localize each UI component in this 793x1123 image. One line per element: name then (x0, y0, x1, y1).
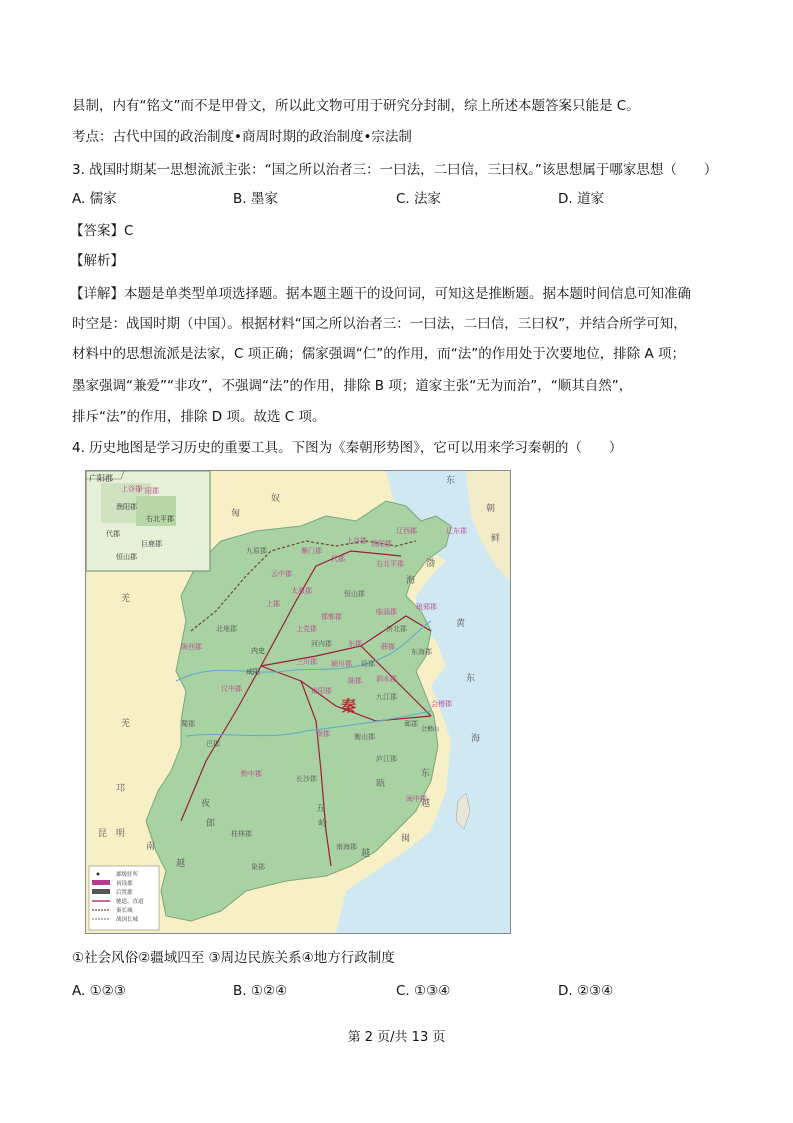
region-label: 南 (146, 842, 156, 852)
region-label: 羌 (121, 719, 131, 729)
paragraph-line-1: 县制，内有“铭文”而不是甲骨文，所以此文物可用于研究分封制，综上所述本题答案只能是 C。 (72, 98, 640, 114)
inset-label: 上谷郡 (121, 485, 142, 493)
commandery-label: 闽中郡 (406, 795, 427, 803)
region-label: 东 (466, 674, 476, 684)
page-footer: 第 2 页/共 13 页 (347, 1030, 446, 1045)
commandery-label: 南郡 (316, 730, 330, 738)
svg-text:初设郡: 初设郡 (116, 881, 133, 887)
question-3-stem: 3. 战国时期某一思想流派主张：“国之所以治者三：一曰法，二曰信，三曰权。”该思想属于哪家思想（ ） (72, 162, 718, 178)
commandery-label: 颍川郡 (331, 660, 352, 668)
commandery-label: 巴郡 (206, 740, 220, 748)
inset-label: 巨鹿郡 (141, 540, 162, 548)
answer-label: 【答案】C (70, 223, 134, 239)
commandery-label: 上党郡 (296, 625, 317, 633)
svg-text:驰道、直道: 驰道、直道 (116, 899, 144, 905)
commandery-label: 九原郡 (246, 547, 267, 555)
commandery-label: 太原郡 (291, 587, 312, 595)
question-4-items: ①社会风俗②疆域四至 ③周边民族关系④地方行政制度 (72, 950, 395, 966)
region-label: 夜 (201, 799, 211, 809)
detail-line-4: 墨家强调“兼爱”“非攻”，不强调“法”的作用，排除 B 项；道家主张“无为而治”，“顺其自然”， (72, 378, 633, 394)
commandery-label: 陇西郡 (181, 643, 202, 651)
commandery-label: 鄣郡 (404, 720, 418, 728)
map-central-label: 秦 (341, 697, 357, 715)
inset-label: 代郡 (106, 530, 120, 538)
region-label: 岭 (318, 819, 328, 829)
commandery-label: 邯郸郡 (321, 613, 342, 621)
commandery-label: 辽西郡 (396, 527, 417, 535)
region-label: 东 (446, 476, 456, 486)
svg-text:郡级驻所: 郡级驻所 (116, 872, 139, 878)
q3-option-b: B. 墨家 (233, 191, 278, 207)
commandery-label: 会稽郡 (431, 700, 452, 708)
qin-dynasty-map (85, 470, 511, 934)
commandery-label: 恒山郡 (344, 590, 365, 598)
commandery-label: 渔阳郡 (371, 540, 392, 548)
commandery-label: 代郡 (331, 555, 345, 563)
inset-label: 广阳郡 (138, 487, 159, 495)
svg-text:秦长城: 秦长城 (116, 908, 133, 914)
region-label: 羌 (121, 594, 131, 604)
region-label: 奴 (271, 494, 281, 504)
region-label: 咸阳 (246, 668, 260, 676)
detail-line-1: 【详解】本题是单类型单项选择题。据本题主题干的设问词，可知这是推断题。据本题时间信息可知准确 (70, 286, 691, 302)
q3-option-c: C. 法家 (396, 191, 442, 207)
commandery-label: 汉中郡 (221, 685, 242, 693)
region-label: 明 (116, 829, 126, 839)
commandery-label: 薛郡 (381, 643, 395, 651)
commandery-label: 长沙郡 (296, 775, 317, 783)
region-label: 五 (316, 804, 326, 814)
region-label: 会稽山 (421, 726, 440, 733)
detail-line-5: 排斥“法”的作用，排除 D 项。故选 C 项。 (72, 409, 326, 425)
region-label: 瓯 (376, 779, 386, 789)
commandery-label: 东海郡 (411, 648, 432, 656)
question-4-stem: 4. 历史地图是学习历史的重要工具。下图为《秦朝形势图》，它可以用来学习秦朝的（ ） (72, 440, 623, 456)
commandery-label: 南阳郡 (311, 687, 332, 695)
commandery-label: 河内郡 (311, 640, 332, 648)
commandery-label: 桂林郡 (231, 830, 252, 838)
region-label: 东 (421, 769, 431, 779)
commandery-label: 东郡 (348, 640, 362, 648)
commandery-label: 衡山郡 (354, 733, 375, 741)
q3-option-d: D. 道家 (558, 191, 604, 207)
region-label: 闽 (401, 834, 411, 844)
inset-label: 右北平郡 (146, 515, 174, 523)
commandery-label: 黔中郡 (241, 770, 262, 778)
region-label: 鲜 (491, 534, 501, 544)
q4-option-b: B. ①②④ (233, 983, 288, 999)
svg-text:战国长城: 战国长城 (116, 917, 139, 923)
commandery-label: 上谷郡 (346, 537, 367, 545)
commandery-label: 泗水郡 (376, 675, 397, 683)
region-label: 昆 (98, 829, 108, 839)
q4-option-a: A. ①②③ (72, 983, 126, 999)
region-label: 邛 (116, 784, 126, 794)
map-legend (89, 866, 159, 930)
region-label: 越 (421, 799, 431, 809)
commandery-label: 象郡 (251, 863, 265, 871)
region-label: 朝 (486, 504, 496, 514)
q4-option-c: C. ①③④ (396, 983, 451, 999)
commandery-label: 上郡 (266, 600, 280, 608)
analysis-label: 【解析】 (70, 253, 124, 269)
inset-label: 恒山郡 (116, 553, 137, 561)
commandery-label: 内史 (251, 647, 265, 655)
region-label: 越 (361, 849, 371, 859)
region-label: 海 (471, 734, 481, 744)
commandery-label: 雁门郡 (301, 547, 322, 555)
q4-option-d: D. ②③④ (558, 983, 614, 999)
commandery-label: 右北平郡 (376, 560, 404, 568)
region-label: 郎 (206, 819, 216, 829)
commandery-label: 九江郡 (376, 693, 397, 701)
inset-label: 渔阳郡 (116, 503, 137, 511)
commandery-label: 北地郡 (216, 625, 237, 633)
commandery-label: 济北郡 (386, 625, 407, 633)
region-label: 渤 (426, 559, 436, 569)
svg-text:后置郡: 后置郡 (116, 890, 133, 896)
commandery-label: 琅邪郡 (416, 603, 437, 611)
commandery-label: 蜀郡 (181, 720, 195, 728)
commandery-label: 云中郡 (271, 570, 292, 578)
commandery-label: 临淄郡 (376, 608, 397, 616)
region-label: 越 (176, 859, 186, 869)
exam-point-line: 考点：古代中国的政治制度•商周时期的政治制度•宗法制 (72, 129, 412, 145)
commandery-label: 辽东郡 (446, 527, 467, 535)
detail-line-3: 材料中的思想流派是法家，C 项正确；儒家强调“仁”的作用，而“法”的作用处于次要地位，排除 A 项； (72, 346, 686, 362)
commandery-label: 砀郡 (361, 660, 375, 668)
region-label: 匈 (231, 509, 241, 519)
commandery-label: 三川郡 (296, 658, 317, 666)
region-label: 海 (406, 576, 416, 586)
region-label: 黄 (456, 619, 466, 629)
detail-line-2: 时空是：战国时期（中国）。根据材料“国之所以治者三：一曰法，二曰信，三曰权”，并结合所学可知， (72, 316, 687, 332)
q3-option-a: A. 儒家 (72, 191, 117, 207)
commandery-label: 陈郡 (348, 677, 362, 685)
commandery-label: 庐江郡 (376, 755, 397, 763)
commandery-label: 南海郡 (336, 843, 357, 851)
inset-title: 广阳郡 (89, 474, 113, 483)
